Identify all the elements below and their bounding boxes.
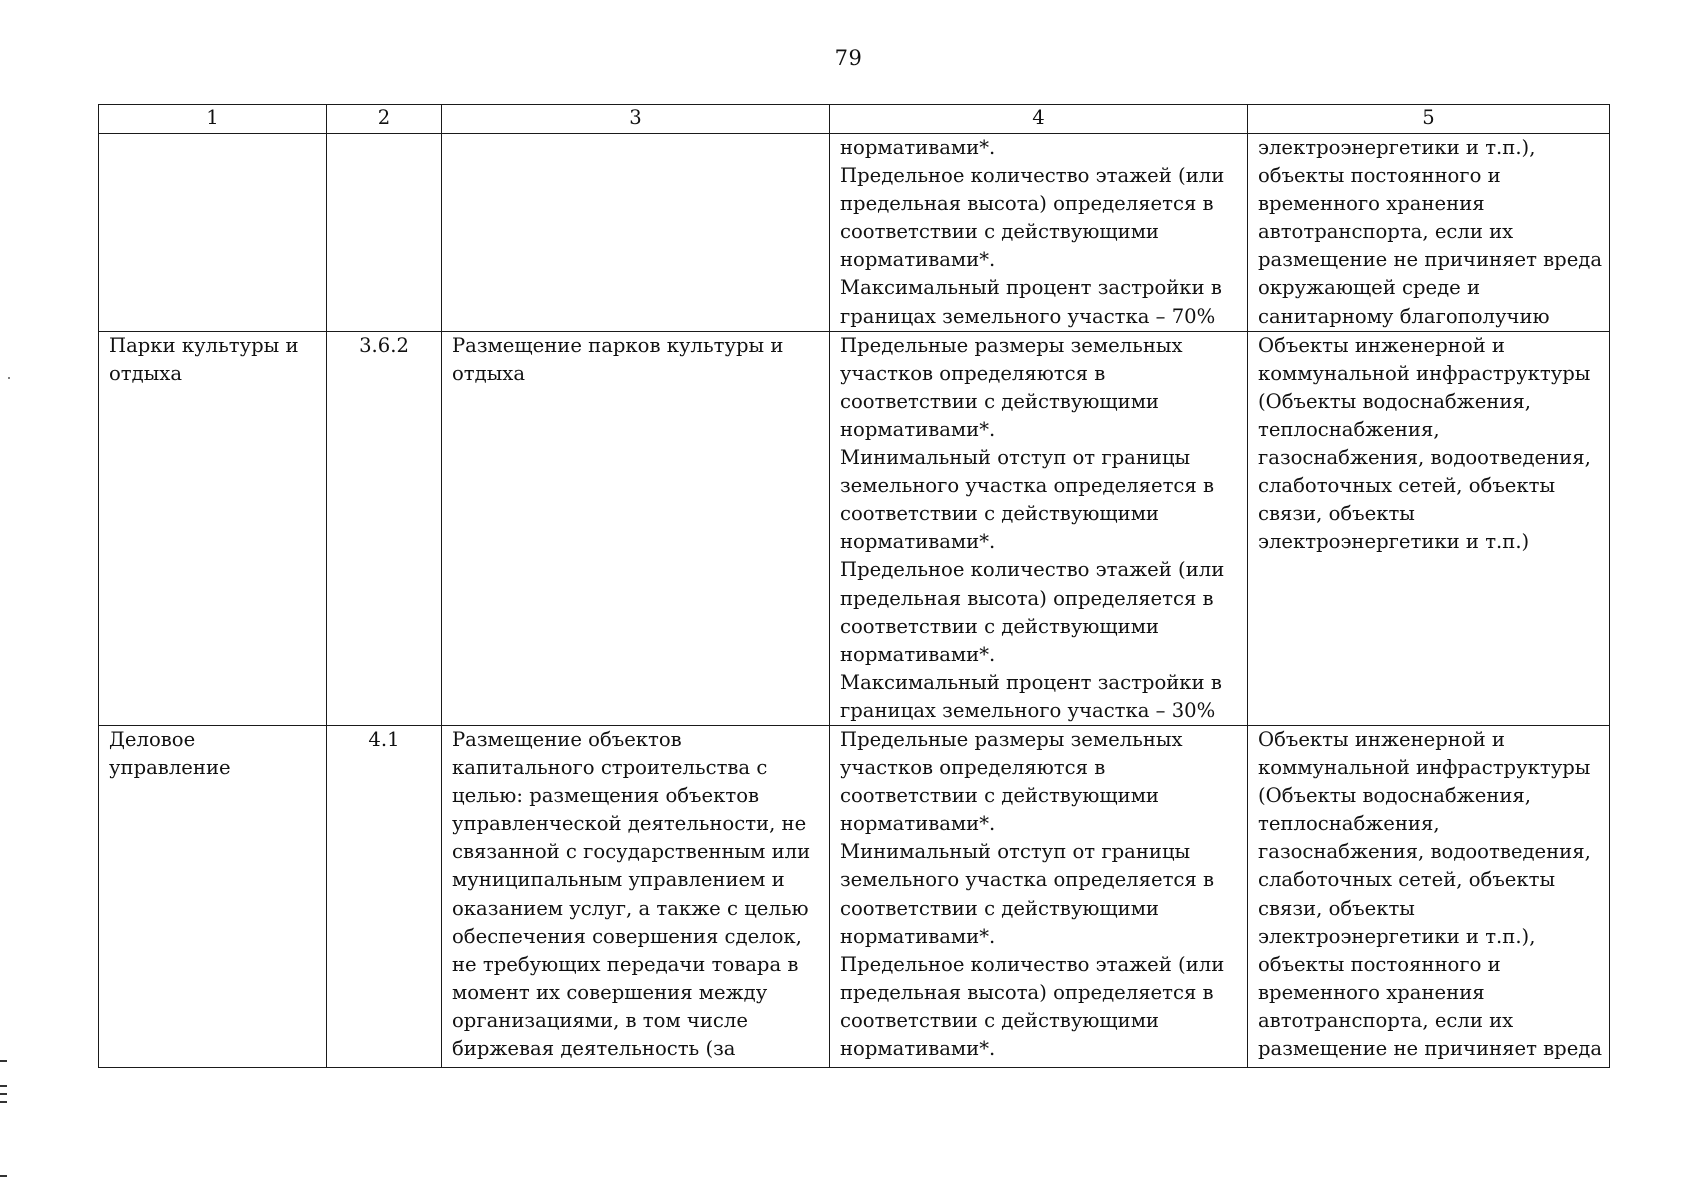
scan-artifact-mark bbox=[0, 1175, 7, 1177]
table-row-parks bbox=[99, 331, 1610, 725]
text-line: электроэнергетики и т.п.), bbox=[1258, 136, 1536, 159]
text-line: Размещение парков культуры и bbox=[452, 333, 784, 357]
text-line: нормативами*. bbox=[840, 812, 996, 836]
use-name-cell bbox=[99, 134, 327, 332]
text-line: Предельное количество этажей (или bbox=[840, 558, 1225, 582]
text-line: соответствии с действующими bbox=[840, 389, 1159, 413]
use-description-cell bbox=[442, 331, 830, 725]
text-line: соответствии с действующими bbox=[840, 220, 1159, 244]
text-line: Минимальный отступ от границы bbox=[840, 840, 1191, 864]
auxiliary-uses-cell bbox=[1248, 725, 1610, 1067]
text-line: слаботочных сетей, объекты bbox=[1258, 474, 1556, 498]
text-line: обеспечения совершения сделок, bbox=[452, 924, 802, 948]
text-line: Минимальный отступ от границы bbox=[840, 446, 1191, 470]
scan-artifact-mark bbox=[0, 1060, 7, 1062]
parameters-text bbox=[840, 726, 1237, 1063]
text-line: организациями, в том числе bbox=[452, 1008, 748, 1032]
table-row-continuation bbox=[99, 134, 1610, 332]
text-line: соответствии с действующими bbox=[840, 1008, 1159, 1032]
text-line: Парки культуры и bbox=[109, 333, 299, 357]
scan-artifact-mark bbox=[0, 1101, 7, 1103]
text-line: (Объекты водоснабжения, bbox=[1258, 784, 1532, 808]
use-name-text bbox=[109, 332, 316, 388]
text-line: биржевая деятельность (за bbox=[452, 1037, 736, 1060]
text-line: нормативами*. bbox=[840, 924, 996, 948]
use-description-cell bbox=[442, 725, 830, 1067]
text-line: Объекты инженерной и bbox=[1258, 333, 1505, 357]
text-line: связи, объекты bbox=[1258, 502, 1415, 526]
use-description-text bbox=[452, 726, 819, 1063]
use-name-cell bbox=[99, 725, 327, 1067]
text-line: электроэнергетики и т.п.) bbox=[1258, 530, 1530, 554]
text-line: участков определяются в bbox=[840, 756, 1106, 780]
text-line: предельная высота) определяется в bbox=[840, 192, 1214, 216]
column-header-1: 1 bbox=[99, 105, 327, 134]
text-line: теплоснабжения, bbox=[1258, 417, 1440, 441]
text-line: объекты постоянного и bbox=[1258, 952, 1501, 976]
text-line: связанной с государственным или bbox=[452, 840, 811, 864]
text-line: капитального строительства с bbox=[452, 756, 768, 780]
text-line: электроэнергетики и т.п.), bbox=[1258, 924, 1536, 948]
land-use-regulations-table bbox=[98, 104, 1610, 1068]
auxiliary-uses-text bbox=[1258, 726, 1603, 1063]
parameters-text bbox=[840, 332, 1237, 725]
text-line: временного хранения bbox=[1258, 980, 1485, 1004]
text-line: связи, объекты bbox=[1258, 896, 1415, 920]
text-line: газоснабжения, водоотведения, bbox=[1258, 446, 1591, 470]
text-line: Предельное количество этажей (или bbox=[840, 164, 1225, 188]
text-line: оказанием услуг, а также с целью bbox=[452, 896, 809, 920]
auxiliary-uses-text bbox=[1258, 134, 1603, 331]
use-name-text bbox=[109, 726, 316, 782]
text-line: границах земельного участка – 70% bbox=[840, 304, 1216, 328]
text-line: управление bbox=[109, 756, 231, 780]
text-line: соответствии с действующими bbox=[840, 614, 1159, 638]
auxiliary-uses-cell bbox=[1248, 134, 1610, 332]
text-line: Деловое bbox=[109, 727, 196, 751]
text-line: нормативами*. bbox=[840, 1037, 996, 1060]
text-line: Предельные размеры земельных bbox=[840, 727, 1183, 751]
text-line: нормативами*. bbox=[840, 248, 996, 272]
use-name-cell bbox=[99, 331, 327, 725]
use-code-text: 4.1 bbox=[368, 727, 400, 751]
text-line: окружающей среде и bbox=[1258, 276, 1481, 300]
parameters-cell bbox=[830, 725, 1248, 1067]
text-line: временного хранения bbox=[1258, 192, 1485, 216]
auxiliary-uses-text bbox=[1258, 332, 1599, 557]
page-number: 79 bbox=[834, 46, 863, 70]
text-line: автотранспорта, если их bbox=[1258, 220, 1514, 244]
text-line: соответствии с действующими bbox=[840, 502, 1159, 526]
auxiliary-uses-cell bbox=[1248, 331, 1610, 725]
text-line: автотранспорта, если их bbox=[1258, 1008, 1514, 1032]
parameters-cell bbox=[830, 331, 1248, 725]
scan-artifact-mark bbox=[0, 1093, 7, 1095]
text-line: санитарному благополучию bbox=[1258, 304, 1550, 328]
text-line: соответствии с действующими bbox=[840, 784, 1159, 808]
text-line: нормативами*. bbox=[840, 642, 996, 666]
text-line: отдыха bbox=[109, 361, 183, 385]
column-header-2: 2 bbox=[327, 105, 442, 134]
text-line: не требующих передачи товара в bbox=[452, 952, 799, 976]
text-line: нормативами*. bbox=[840, 530, 996, 554]
text-line: предельная высота) определяется в bbox=[840, 586, 1214, 610]
text-line: Максимальный процент застройки в bbox=[840, 276, 1222, 300]
use-description-text bbox=[452, 332, 819, 388]
text-line: слаботочных сетей, объекты bbox=[1258, 868, 1556, 892]
use-code-cell bbox=[327, 134, 442, 332]
text-line: земельного участка определяется в bbox=[840, 474, 1215, 498]
text-line: целью: размещения объектов bbox=[452, 784, 760, 808]
scan-artifact-dot bbox=[8, 377, 10, 379]
column-header-3: 3 bbox=[442, 105, 830, 134]
text-line: коммунальной инфраструктуры bbox=[1258, 361, 1591, 385]
column-header-4: 4 bbox=[830, 105, 1248, 134]
text-line: теплоснабжения, bbox=[1258, 812, 1440, 836]
text-line: отдыха bbox=[452, 361, 526, 385]
text-line: момент их совершения между bbox=[452, 980, 768, 1004]
text-line: Объекты инженерной и bbox=[1258, 727, 1505, 751]
text-line: (Объекты водоснабжения, bbox=[1258, 389, 1532, 413]
text-line: Предельное количество этажей (или bbox=[840, 952, 1225, 976]
text-line: нормативами*. bbox=[840, 136, 996, 159]
text-line: земельного участка определяется в bbox=[840, 868, 1215, 892]
parameters-text bbox=[840, 134, 1237, 331]
scan-artifact-mark bbox=[0, 1085, 7, 1087]
use-code-text: 3.6.2 bbox=[359, 333, 409, 357]
text-line: границах земельного участка – 30% bbox=[840, 698, 1216, 722]
text-line: размещение не причиняет вреда bbox=[1258, 248, 1603, 272]
parameters-cell bbox=[830, 134, 1248, 332]
use-description-cell bbox=[442, 134, 830, 332]
text-line: предельная высота) определяется в bbox=[840, 980, 1214, 1004]
use-code-cell bbox=[327, 331, 442, 725]
column-header-5: 5 bbox=[1248, 105, 1610, 134]
text-line: газоснабжения, водоотведения, bbox=[1258, 840, 1591, 864]
text-line: управленческой деятельности, не bbox=[452, 812, 807, 836]
table-row-business-management bbox=[99, 725, 1610, 1067]
text-line: объекты постоянного и bbox=[1258, 164, 1501, 188]
text-line: Максимальный процент застройки в bbox=[840, 670, 1222, 694]
text-line: соответствии с действующими bbox=[840, 896, 1159, 920]
text-line: коммунальной инфраструктуры bbox=[1258, 756, 1591, 780]
text-line: нормативами*. bbox=[840, 417, 996, 441]
use-code-cell bbox=[327, 725, 442, 1067]
text-line: размещение не причиняет вреда bbox=[1258, 1037, 1603, 1060]
table-header-row bbox=[99, 105, 1610, 134]
text-line: Предельные размеры земельных bbox=[840, 333, 1183, 357]
text-line: участков определяются в bbox=[840, 361, 1106, 385]
text-line: муниципальным управлением и bbox=[452, 868, 785, 892]
text-line: Размещение объектов bbox=[452, 727, 682, 751]
